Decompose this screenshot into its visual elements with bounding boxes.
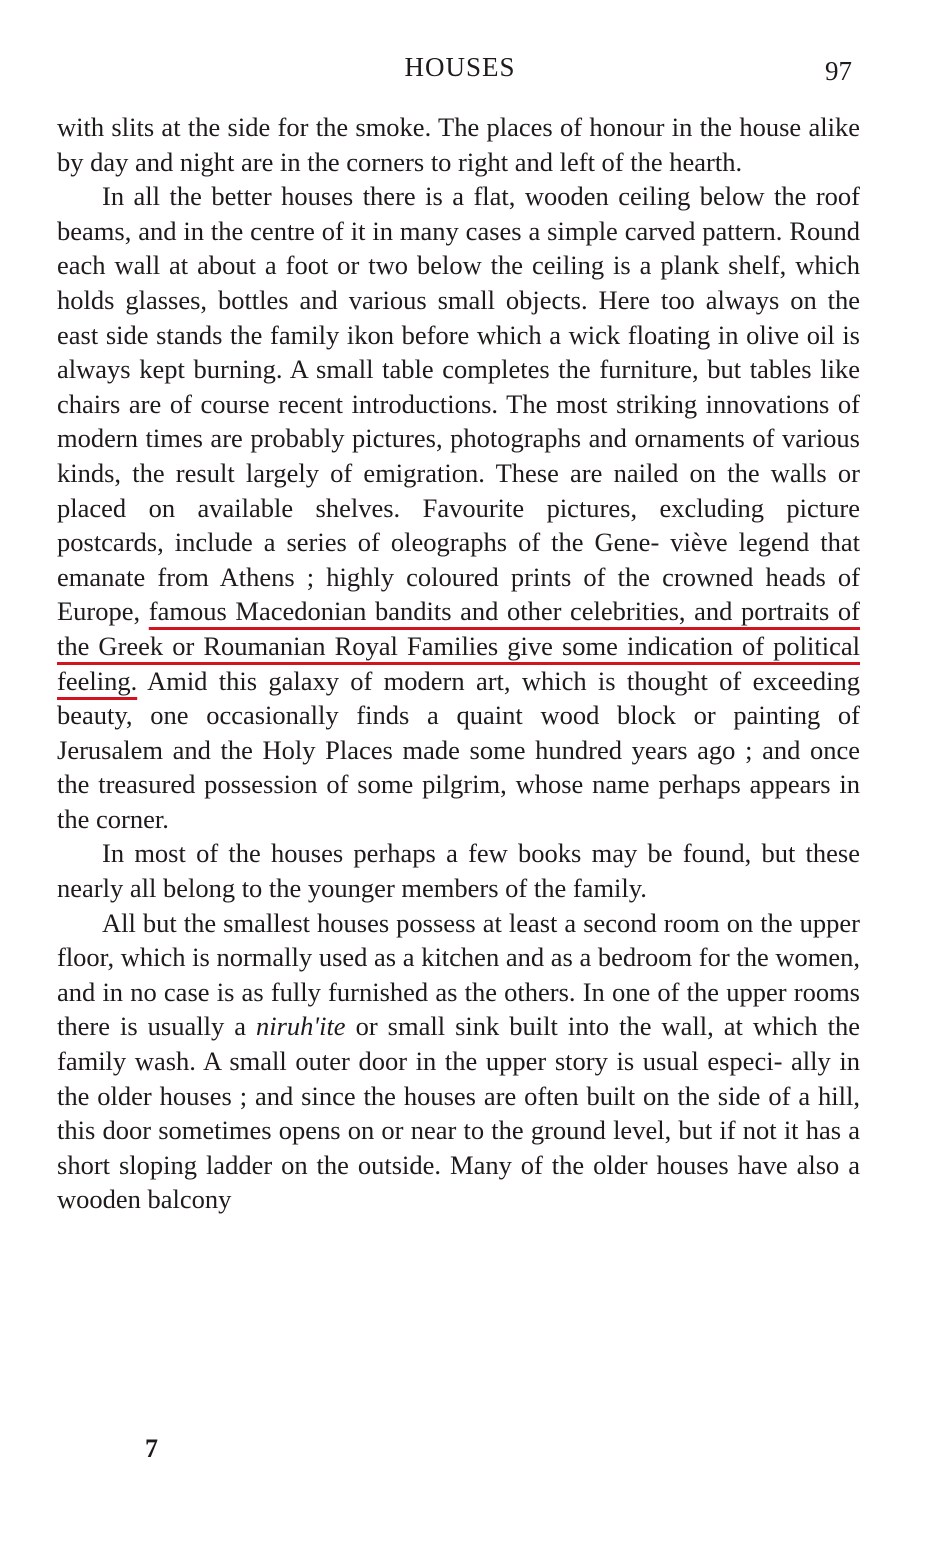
- paragraph-2-text-before: In all the better houses there is a flat, wooden ceiling below the roof beams, and in the centre of it in many cases a simple carved pattern. Round each wall at about a foot or two below the ceiling is a plank shelf, which holds glasses, bottles and various small objects. Here too always on the east side stands the family ikon before which a wick floating in olive oil is always kept burning. A small table completes the furniture, but tables like chairs are of course recent introductions. The most striking innovations of modern times are probably pictures, photographs and ornaments of various kinds, the result largely of emigration. These are nailed on the walls or placed on available shelves. Favourite pictures, excluding picture postcards, include a series of oleographs of the Gene- viève legend that emanate from Athens ; highly coloured prints of the crowned heads of Europe,: [57, 181, 860, 627]
- page-number: 97: [825, 56, 852, 86]
- body-text: [57, 110, 860, 1217]
- paragraph-4-text-before: All but the smallest houses possess at least a second room on the upper floor, which is normally used as a kitchen and as a bedroom for the women, and in no case is as fully furnished as the others. In one of the upper rooms there is usually a: [57, 907, 860, 1042]
- paragraph-3: In most of the houses perhaps a few books may be found, but these nearly all belong to the younger members of the family.: [57, 838, 860, 904]
- signature-mark: 7: [145, 1434, 158, 1463]
- running-title: HOUSES: [404, 52, 516, 82]
- paragraph-4-text-after: or small sink built into the wall, at which the family wash. A small outer door in the upper story is usual especi- ally in the older houses ; and since the houses are often built on the side of a hill, this door sometimes opens on or near to the ground level, but if not it has a short sloping ladder on the outside. Many of the older houses have also a wooden balcony: [57, 1011, 861, 1215]
- running-head: [0, 52, 933, 88]
- paragraph-2: [57, 179, 860, 836]
- highlighted-passage: famous Macedonian bandits and other celebrities, and portraits of the Greek or Roumanian Royal Families give some indication of political feeling.: [57, 596, 861, 696]
- paragraph-1: with slits at the side for the smoke. The places of honour in the house alike by day and night are in the corners to right and left of the hearth.: [57, 112, 860, 177]
- paragraph-2-text-after: Amid this galaxy of modern art, which is thought of exceeding beauty, one occasionally finds a quaint wood block or painting of Jerusalem and the Holy Places made some hundred years ago ; and once the treasured possession of some pilgrim, whose name perhaps appears in the corner.: [57, 665, 860, 834]
- foreign-term: niruh'ite: [255, 1011, 346, 1042]
- paragraph-4: [57, 906, 860, 1217]
